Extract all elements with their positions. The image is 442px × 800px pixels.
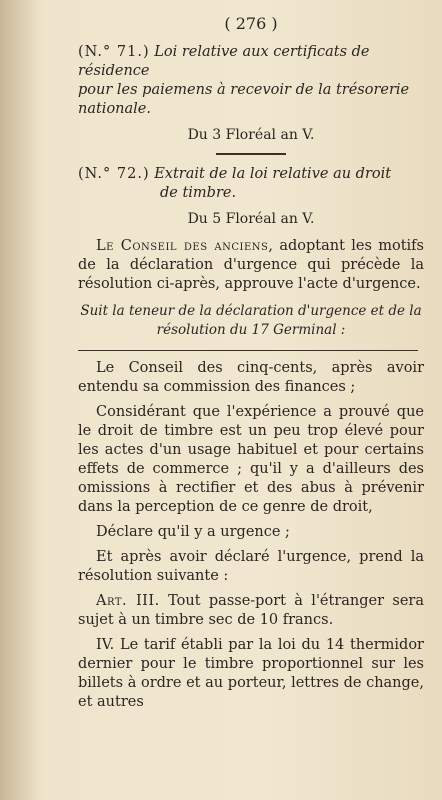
entry-71-number: (N.° 71.): [78, 44, 150, 60]
entry-71: [78, 43, 424, 143]
paragraph-declare: Déclare qu'il y a urgence ;: [96, 524, 290, 540]
entry-71-title-line3: nationale.: [78, 101, 151, 117]
entry-72-date: Du 5 Floréal an V.: [187, 211, 315, 227]
entry-72-title: [78, 165, 424, 184]
paragraph-conseil-cinq-cents: Le Conseil des cinq-cents, après avoir entendu sa commission des finances ;: [78, 360, 424, 395]
entry-72-number: (N.° 72.): [78, 166, 150, 182]
entry-71-title-line1: Loi relative aux certificats de résidence: [78, 44, 370, 79]
entry-72-title-line2: de timbre.: [160, 185, 237, 201]
entry-71-date: Du 3 Floréal an V.: [187, 127, 315, 143]
entry-72: [78, 165, 424, 227]
conseil-paragraph: [78, 237, 424, 294]
paragraph-article-3: [78, 592, 424, 630]
paragraph-article-4: IV. Le tarif établi par la loi du 14 thermidor dernier pour le timbre proportionnel sur les billets à ordre et au porteur, lettres de change, et autres: [78, 637, 424, 710]
article-3-lead: Art. III.: [96, 593, 160, 609]
section-divider: [216, 153, 286, 155]
entry-71-title-line2: pour les paiemens à recevoir de la trésorerie: [78, 82, 410, 98]
page-number: ( 276 ): [224, 14, 278, 33]
text-divider: [78, 350, 418, 351]
suit-teneur-line: Suit la teneur de la déclaration d'urgence et de la résolution du 17 Germinal :: [80, 303, 422, 338]
conseil-lead: Le Conseil des anciens: [96, 238, 269, 254]
article-3-text: Tout passe-port à l'étranger sera sujet à un timbre sec de 10 francs.: [78, 593, 424, 628]
paragraph-considerant: Considérant que l'expérience a prouvé que le droit de timbre est un peu trop élevé pour les actes d'un usage habituel et pour certains effets de commerce ; qu'il y a d'ailleurs des omissions à rectifier et des abus à prévenir dans la perception de ce genre de droit,: [78, 404, 424, 515]
page-fold-shadow: [0, 0, 40, 800]
entry-72-title-line1: Extrait de la loi relative au droit: [154, 166, 392, 182]
entry-71-title: [78, 43, 424, 81]
paragraph-resolution: Et après avoir déclaré l'urgence, prend la résolution suivante :: [78, 549, 424, 584]
conseil-rest: , adoptant les motifs de la déclaration d'urgence qui précède la résolution ci-après, approuve l'acte d'urgence.: [78, 238, 424, 292]
